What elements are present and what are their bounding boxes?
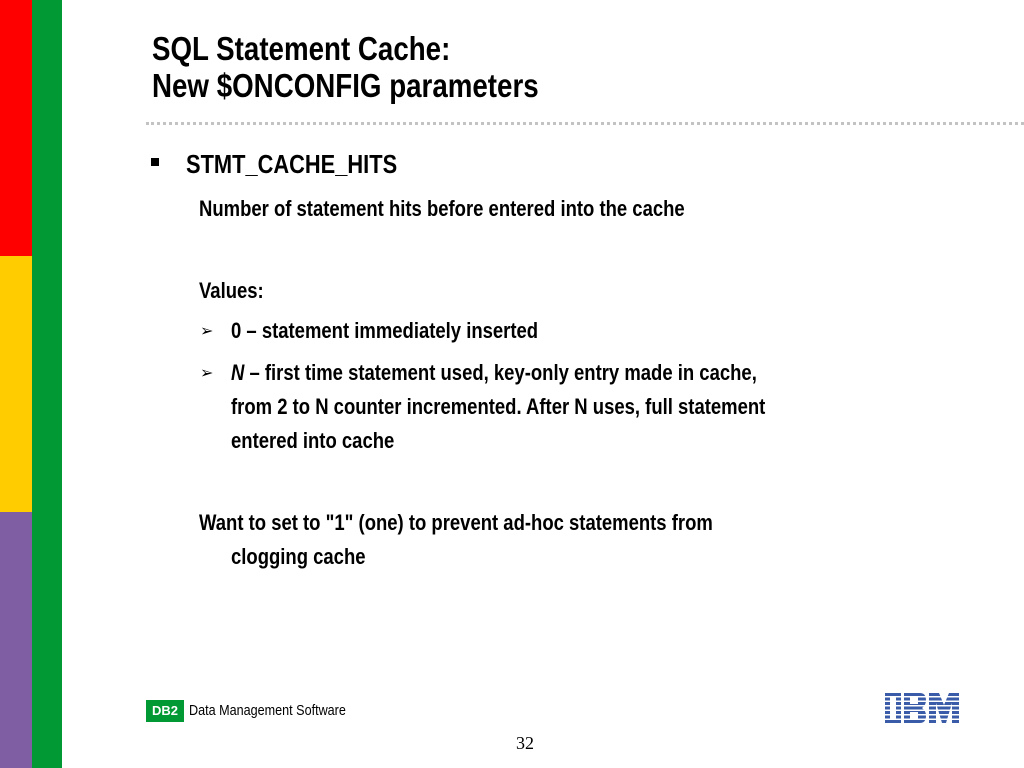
- db2-logo: [146, 700, 376, 722]
- value-item-1-line2: from 2 to N counter incremented. After N uses, full statement: [231, 394, 766, 419]
- title-divider: [146, 122, 1024, 125]
- slide-title-line2: New $ONCONFIG parameters: [152, 67, 539, 104]
- value-item-1: [231, 358, 757, 388]
- arrow-bullet-icon: ➢: [200, 321, 214, 340]
- note-line2: clogging cache: [231, 544, 366, 569]
- values-label: Values:: [199, 278, 264, 303]
- footer-product-text: Data Management Software: [189, 702, 346, 719]
- description-text: Number of statement hits before entered into the cache: [199, 196, 685, 221]
- slide-title: [152, 30, 539, 104]
- decor-band-yellow: [0, 256, 32, 512]
- decor-band-purple: [0, 512, 32, 768]
- db2-badge: DB2: [146, 700, 184, 722]
- value-item-1-text: – first time statement used, key-only entry made in cache,: [244, 360, 757, 385]
- decor-band-green: [32, 0, 62, 768]
- value-item-0-text: 0 – statement immediately inserted: [231, 318, 539, 343]
- value-item-1-lead: N: [231, 360, 245, 385]
- ibm-logo-icon: [884, 693, 960, 725]
- page-number: 32: [516, 733, 534, 753]
- note-line1: Want to set to "1" (one) to prevent ad-hoc statements from: [199, 510, 713, 535]
- value-item-1-line3: entered into cache: [231, 428, 395, 453]
- square-bullet-icon: [151, 158, 159, 166]
- slide-title-line1: SQL Statement Cache:: [152, 30, 451, 67]
- value-item-0: [231, 316, 538, 346]
- decor-band-red: [0, 0, 32, 256]
- arrow-bullet-icon: ➢: [200, 363, 214, 382]
- bullet-heading: STMT_CACHE_HITS: [186, 149, 398, 179]
